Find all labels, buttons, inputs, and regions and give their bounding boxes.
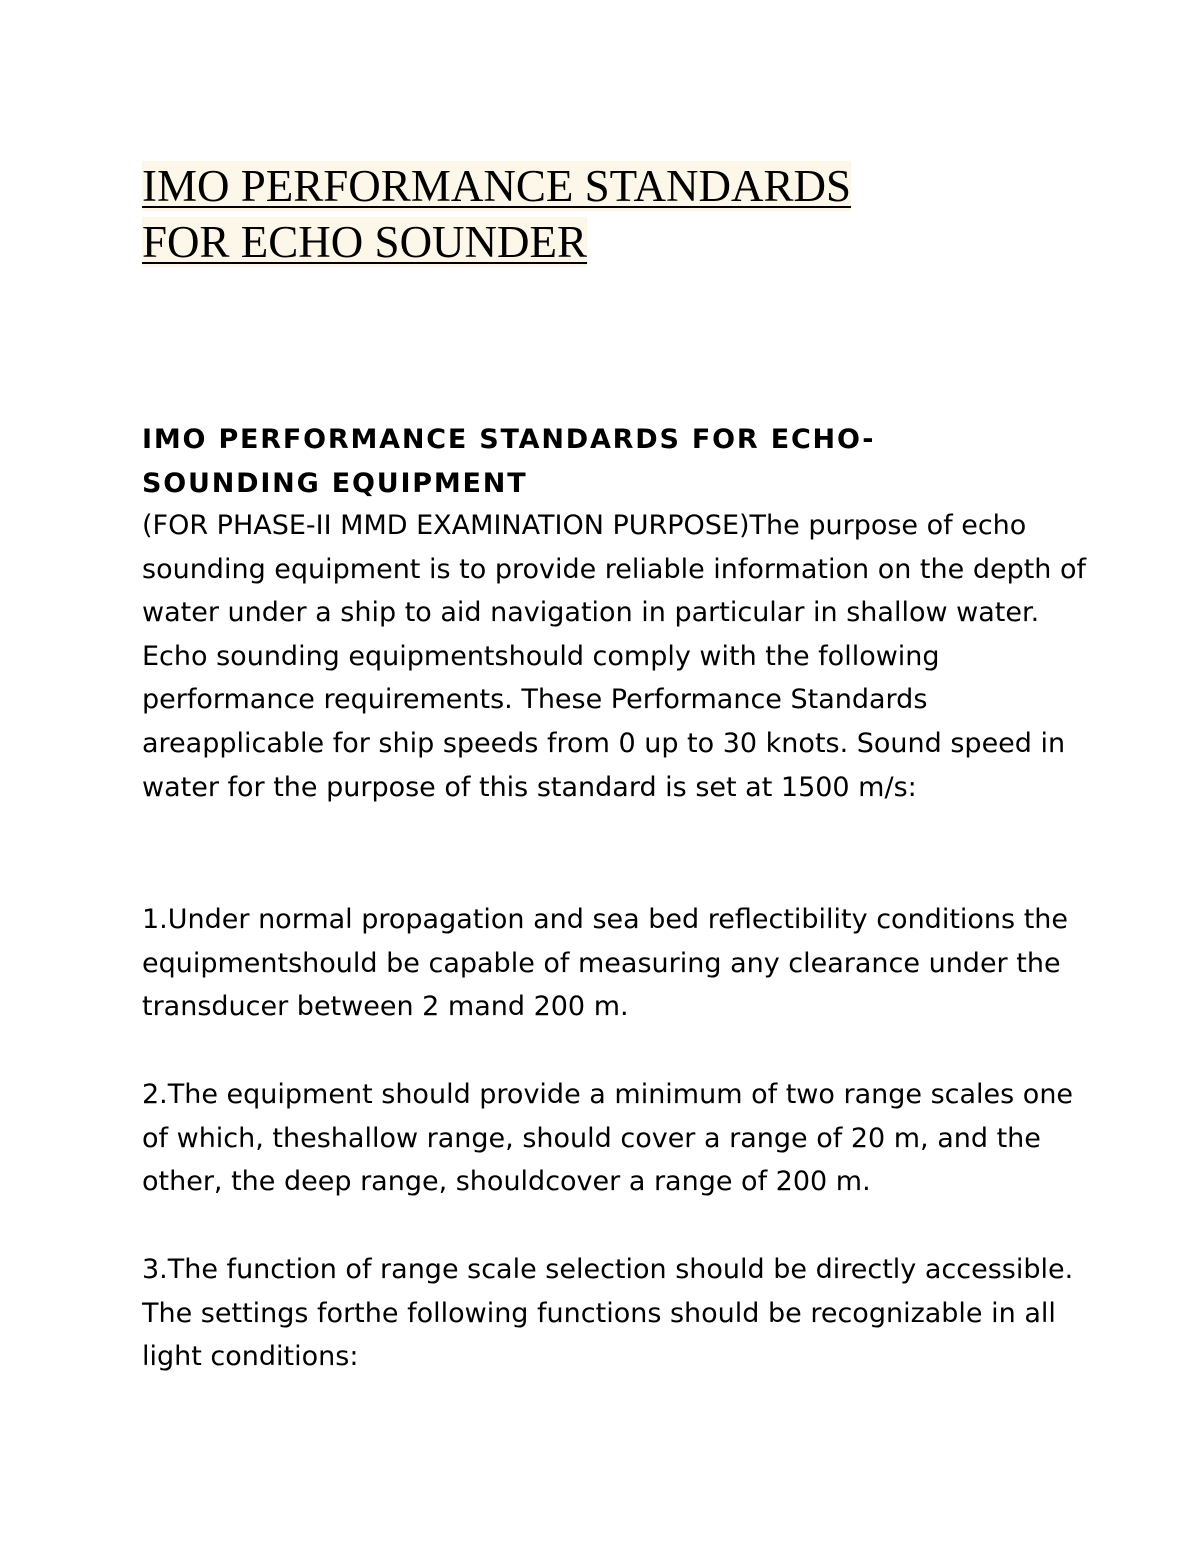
document-title [142,158,1042,270]
section-heading [142,418,1062,506]
list-item-2: 2.The equipment should provide a minimum of two range scales one of which, theshallow range, should cover a range of 20 m, and the other, the deep range, shouldcover a range of 200 m. [142,1079,1074,1198]
heading-line-2: SOUNDING EQUIPMENT [142,468,528,499]
list-item-1: 1.Under normal propagation and sea bed reflectibility conditions the equipmentshould be capable of measuring any clearance under the transducer between 2 mand 200 m. [142,904,1069,1023]
intro-paragraph: (FOR PHASE-II MMD EXAMINATION PURPOSE)The purpose of echo sounding equipment is to provide reliable information on the depth of water under a ship to aid navigation in particular in shallow water. Echo sounding equipmentshould comply with the following performance requirements. These Performance Standards areapplicable for ship speeds from 0 up to 30 knots. Sound speed in water for the purpose of this standard is set at 1500 m/s: [142,510,1087,803]
list-item-3: 3.The function of range scale selection should be directly accessible. The settings forthe following functions should be recognizable in all light conditions: [142,1254,1074,1373]
heading-line-1: IMO PERFORMANCE STANDARDS FOR ECHO- [142,424,876,455]
title-line-1: IMO PERFORMANCE STANDARDS [142,161,852,211]
title-line-2: FOR ECHO SOUNDER [142,217,588,267]
